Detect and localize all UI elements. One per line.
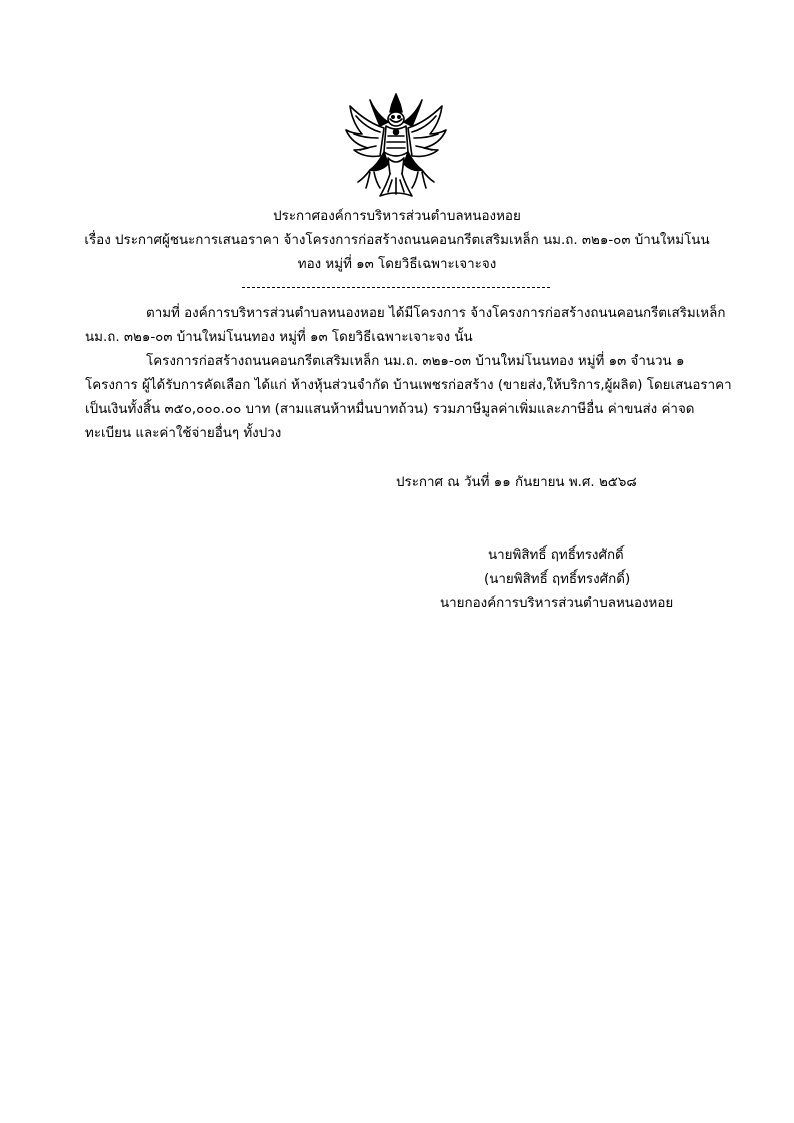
paragraph-2-line-4: ทะเบียน และค่าใช้จ่ายอื่นๆ ทั้งปวง (85, 426, 282, 441)
paragraph-2-line-2: โครงการ ผู้ได้รับการคัดเลือก ได้แก่ ห้างหุ้นส่วนจำกัด บ้านเพชรก่อสร้าง (ขายส่ง,ให้บริการ,ผู้ผลิต) โดยเสนอราคา (85, 378, 732, 393)
signer-name: นายพิสิทธิ์ ฤทธิ์ทรงศักดิ์ (488, 548, 624, 563)
garuda-emblem-icon (340, 92, 452, 200)
separator-line (242, 287, 550, 288)
signer-position: นายกองค์การบริหารส่วนตำบลหนองหอย (440, 596, 674, 611)
paragraph-1-line-1: ตามที่ องค์การบริหารส่วนตำบลหนองหอย ได้มีโครงการ จ้างโครงการก่อสร้างถนนคอนกรีตเสริมเหล็ก (146, 306, 726, 321)
paragraph-2-line-1: โครงการก่อสร้างถนนคอนกรีตเสริมเหล็ก นม.ถ. ๓๒๑-๐๓ บ้านใหม่โนนทอง หมู่ที่ ๑๓ จำนวน ๑ (146, 354, 685, 369)
paragraph-1-line-2: นม.ถ. ๓๒๑-๐๓ บ้านใหม่โนนทอง หมู่ที่ ๑๓ โดยวิธีเฉพาะเจาะจง นั้น (85, 330, 473, 345)
document-title: ประกาศองค์การบริหารส่วนตำบลหนองหอย (273, 209, 521, 224)
signer-name-parenthesized: (นายพิสิทธิ์ ฤทธิ์ทรงศักดิ์) (484, 572, 631, 587)
announce-date: ประกาศ ณ วันที่ ๑๑ กันยายน พ.ศ. ๒๕๖๘ (396, 475, 637, 490)
subject-line-2: ทอง หมู่ที่ ๑๓ โดยวิธีเฉพาะเจาะจง (297, 257, 497, 272)
paragraph-2-line-3: เป็นเงินทั้งสิ้น ๓๕๐,๐๐๐.๐๐ บาท (สามแสนห้าหมื่นบาทถ้วน) รวมภาษีมูลค่าเพิ่มและภาษีอื่น ค่าขนส่ง ค่าจด (85, 402, 695, 417)
subject-line-1: เรื่อง ประกาศผู้ชนะการเสนอราคา จ้างโครงการก่อสร้างถนนคอนกรีตเสริมเหล็ก นม.ถ. ๓๒๑-๐๓ บ้านใหม่โนน (84, 233, 710, 248)
